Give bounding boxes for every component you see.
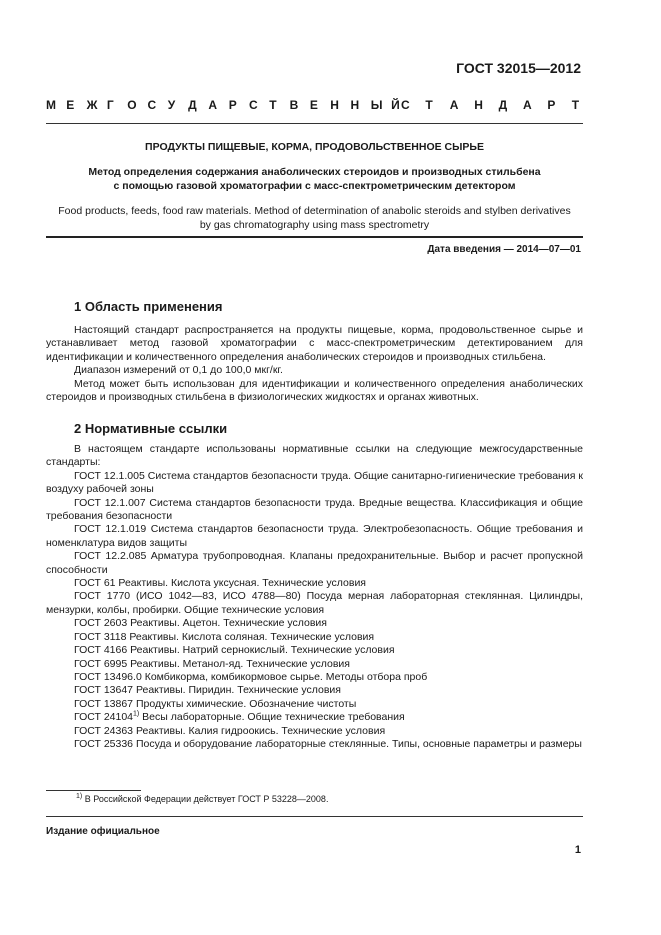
banner-letter: А <box>523 98 532 112</box>
banner-letter: Н <box>330 98 339 112</box>
banner-letter: Ж <box>86 98 98 112</box>
reference-item: ГОСТ 12.1.019 Система стандартов безопасности труда. Электробезопасность. Общие требования и номенклатура видов защиты <box>46 523 583 549</box>
banner-letter: У <box>167 98 176 112</box>
section-1-paragraph: Диапазон измерений от 0,1 до 100,0 мкг/кг. <box>74 364 283 377</box>
section-1-paragraph: Настоящий стандарт распространяется на продукты пищевые, корма, продовольственное сырье и устанавливает метод газовой хроматографии с масс-спектрометрическим детектированием для идентификации и количественного определения анаболических стероидов и производных стильбена. <box>46 324 583 363</box>
edition-label: Издание официальное <box>46 826 160 837</box>
banner-letter: Т <box>425 98 433 112</box>
reference-item: ГОСТ 6995 Реактивы. Метанол-яд. Технические условия <box>74 657 350 670</box>
english-title: Food products, feeds, food raw materials. Method of determination of anabolic steroids and stylben derivatives by gas chromatography using mass spectrometry <box>58 205 571 231</box>
reference-item: ГОСТ 12.1.007 Система стандартов безопасности труда. Вредные вещества. Классификация и общие требования безопасности <box>46 496 583 523</box>
document-title: ПРОДУКТЫ ПИЩЕВЫЕ, КОРМА, ПРОДОВОЛЬСТВЕННОЕ СЫРЬЕ <box>145 141 484 153</box>
reference-item: ГОСТ 13867 Продукты химические. Обозначение чистоты <box>74 697 357 710</box>
banner-letter: Й <box>391 98 400 112</box>
banner-letter: Н <box>350 98 360 112</box>
references-intro: В настоящем стандарте использованы нормативные ссылки на следующие межгосударственные стандарты: <box>46 443 583 469</box>
reference-item: ГОСТ 25336 Посуда и оборудование лабораторные стеклянные. Типы, основные параметры и размеры <box>74 737 582 750</box>
banner-letter: А <box>449 98 459 112</box>
reference-item: ГОСТ 13647 Реактивы. Пиридин. Технические условия <box>74 684 341 697</box>
banner-letter: Н <box>474 98 483 112</box>
banner-letter: М <box>46 98 56 112</box>
reference-item: ГОСТ 12.1.005 Система стандартов безопасности труда. Общие санитарно-гигиенические требования к воздуху рабочей зоны <box>46 469 583 496</box>
section-1-body <box>46 324 583 404</box>
section-1-paragraph: Метод может быть использован для идентификации и количественного определения анаболических стероидов и производных стильбена в физиологических жидкостях и органах животных. <box>46 377 583 404</box>
banner-letter: Т <box>571 98 580 112</box>
banner-letter: С <box>401 98 410 112</box>
banner-letter: А <box>208 98 218 112</box>
banner-letter: Р <box>547 98 556 112</box>
banner-letter: С <box>249 98 258 112</box>
banner-letter: Е <box>309 98 318 112</box>
divider-title <box>46 236 583 238</box>
footnote-marker: 1) <box>133 710 140 718</box>
normative-references-list <box>46 443 583 751</box>
banner-letter: Д <box>498 98 508 112</box>
banner-letter: Д <box>188 98 197 112</box>
document-code: ГОСТ 32015—2012 <box>456 60 581 76</box>
footnote-divider <box>46 790 141 791</box>
banner-letter: Т <box>269 98 277 112</box>
banner-letter: Р <box>228 98 237 112</box>
document-subtitle: Метод определения содержания анаболических стероидов и производных стильбена с помощью газовой хроматографии с масс-спектрометрическим детектором <box>88 166 541 192</box>
banner-letter: Г <box>106 98 114 112</box>
banner-letter: Ы <box>370 98 383 112</box>
section-1-heading: 1 Область применения <box>74 299 223 314</box>
banner-letter: С <box>147 98 157 112</box>
reference-item: ГОСТ 61 Реактивы. Кислота уксусная. Технические условия <box>74 577 366 590</box>
divider-top <box>46 123 583 124</box>
reference-item: ГОСТ 24363 Реактивы. Калия гидроокись. Технические условия <box>74 724 386 737</box>
reference-item: ГОСТ 12.2.085 Арматура трубопроводная. Клапаны предохранительные. Выбор и расчет пропускной способности <box>46 550 583 576</box>
page-number: 1 <box>574 844 581 856</box>
banner-letter: О <box>127 98 137 112</box>
banner-letter: В <box>289 98 299 112</box>
reference-item: ГОСТ 1770 (ИСО 1042—83, ИСО 4788—80) Посуда мерная лабораторная стеклянная. Цилиндры, мензурки, колбы, пробирки. Общие технические условия <box>46 590 583 616</box>
reference-item: ГОСТ 4166 Реактивы. Натрий сернокислый. Технические условия <box>74 644 395 657</box>
reference-item: ГОСТ 13496.0 Комбикорма, комбикормовое сырье. Методы отбора проб <box>74 670 428 683</box>
divider-footer <box>46 816 583 817</box>
introduction-date: Дата введения — 2014—07—01 <box>427 244 581 255</box>
reference-item: ГОСТ 24104$^{1)}$ Весы лабораторные. Общие технические требования <box>74 710 405 724</box>
banner-letter: Е <box>66 98 75 112</box>
reference-item: ГОСТ 2603 Реактивы. Ацетон. Технические условия <box>74 617 327 630</box>
footnote: $^{1)}$ В Российской Федерации действует ГОСТ Р 53228—2008. <box>76 793 329 804</box>
reference-item: ГОСТ 3118 Реактивы. Кислота соляная. Технические условия <box>74 630 375 643</box>
section-2-heading: 2 Нормативные ссылки <box>74 421 228 436</box>
